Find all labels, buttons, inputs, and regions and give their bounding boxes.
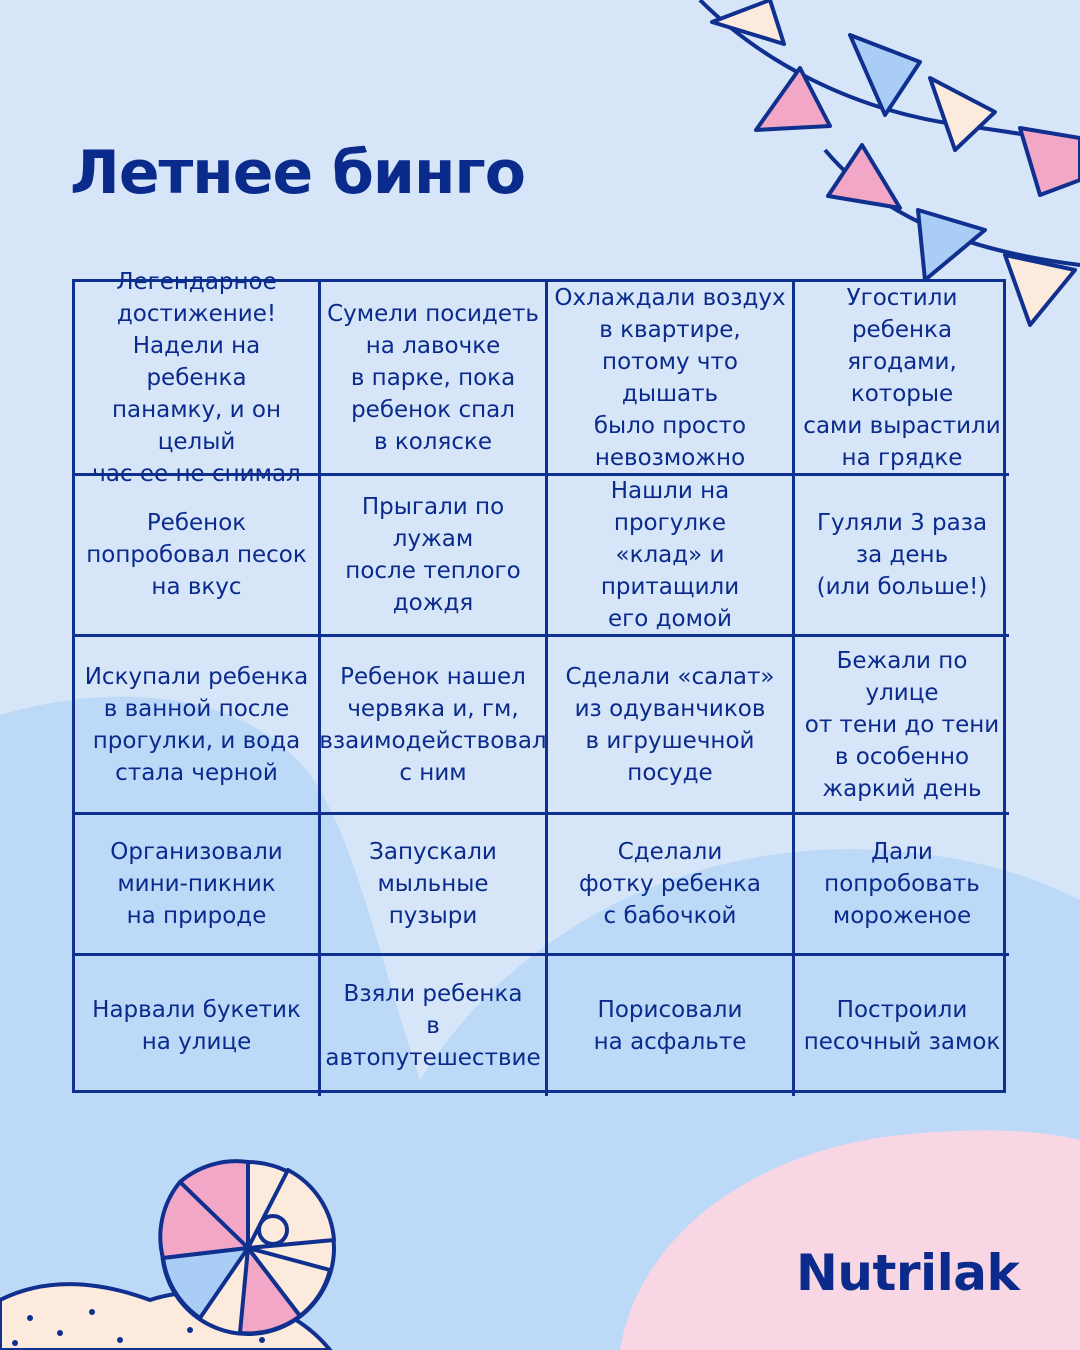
bingo-cell: Сумели посидеть на лавочке в парке, пока ребенок спал в коляске: [321, 282, 548, 476]
bingo-cell: Взяли ребенка в автопутешествие: [321, 956, 548, 1096]
brand-logo: Nutrilak: [796, 1244, 1020, 1302]
bingo-cell: Сделали «салат» из одуванчиков в игрушечной посуде: [548, 637, 795, 815]
garland-flags: [700, 0, 1080, 325]
bingo-cell: Запускали мыльные пузыри: [321, 815, 548, 956]
beach-ball: [160, 1161, 334, 1334]
page-title: Летнее бинго: [70, 138, 525, 208]
bingo-cell: Ребенок попробовал песок на вкус: [75, 476, 321, 637]
bingo-cell: Построили песочный замок: [803, 997, 1001, 1055]
bingo-cell: Ребенок нашел червяка и, гм, взаимодействовал с ним: [321, 637, 548, 815]
bingo-cell: Сделали фотку ребенка с бабочкой: [548, 815, 795, 956]
bingo-cell: Угостили ребенка ягодами, которые сами вырастили на грядке: [795, 282, 1009, 476]
bingo-cell: Организовали мини-пикник на природе: [75, 815, 321, 956]
bingo-cell: Дали попробовать мороженое: [795, 815, 1009, 956]
bingo-grid: [72, 268, 1006, 1093]
bingo-cell: Охлаждали воздух в квартире, потому что дышать было просто невозможно: [548, 282, 795, 476]
bingo-cell: Бежали по улице от тени до тени в особенно жаркий день: [795, 637, 1009, 815]
bingo-cell: Искупали ребенка в ванной после прогулки, и вода стала черной: [75, 637, 321, 815]
bingo-cell: Легендарное достижение! Надели на ребенка панамку, и он целый час ее не снимал: [75, 282, 321, 476]
bingo-cell: Гуляли 3 раза за день (или больше!): [795, 476, 1009, 637]
bingo-cell: Нарвали букетик на улице: [75, 956, 321, 1096]
bingo-cell: Прыгали по лужам после теплого дождя: [321, 476, 548, 637]
bingo-cell: Нашли на прогулке «клад» и притащили его домой: [548, 476, 795, 637]
bingo-cell: Порисовали на асфальте: [548, 956, 795, 1096]
